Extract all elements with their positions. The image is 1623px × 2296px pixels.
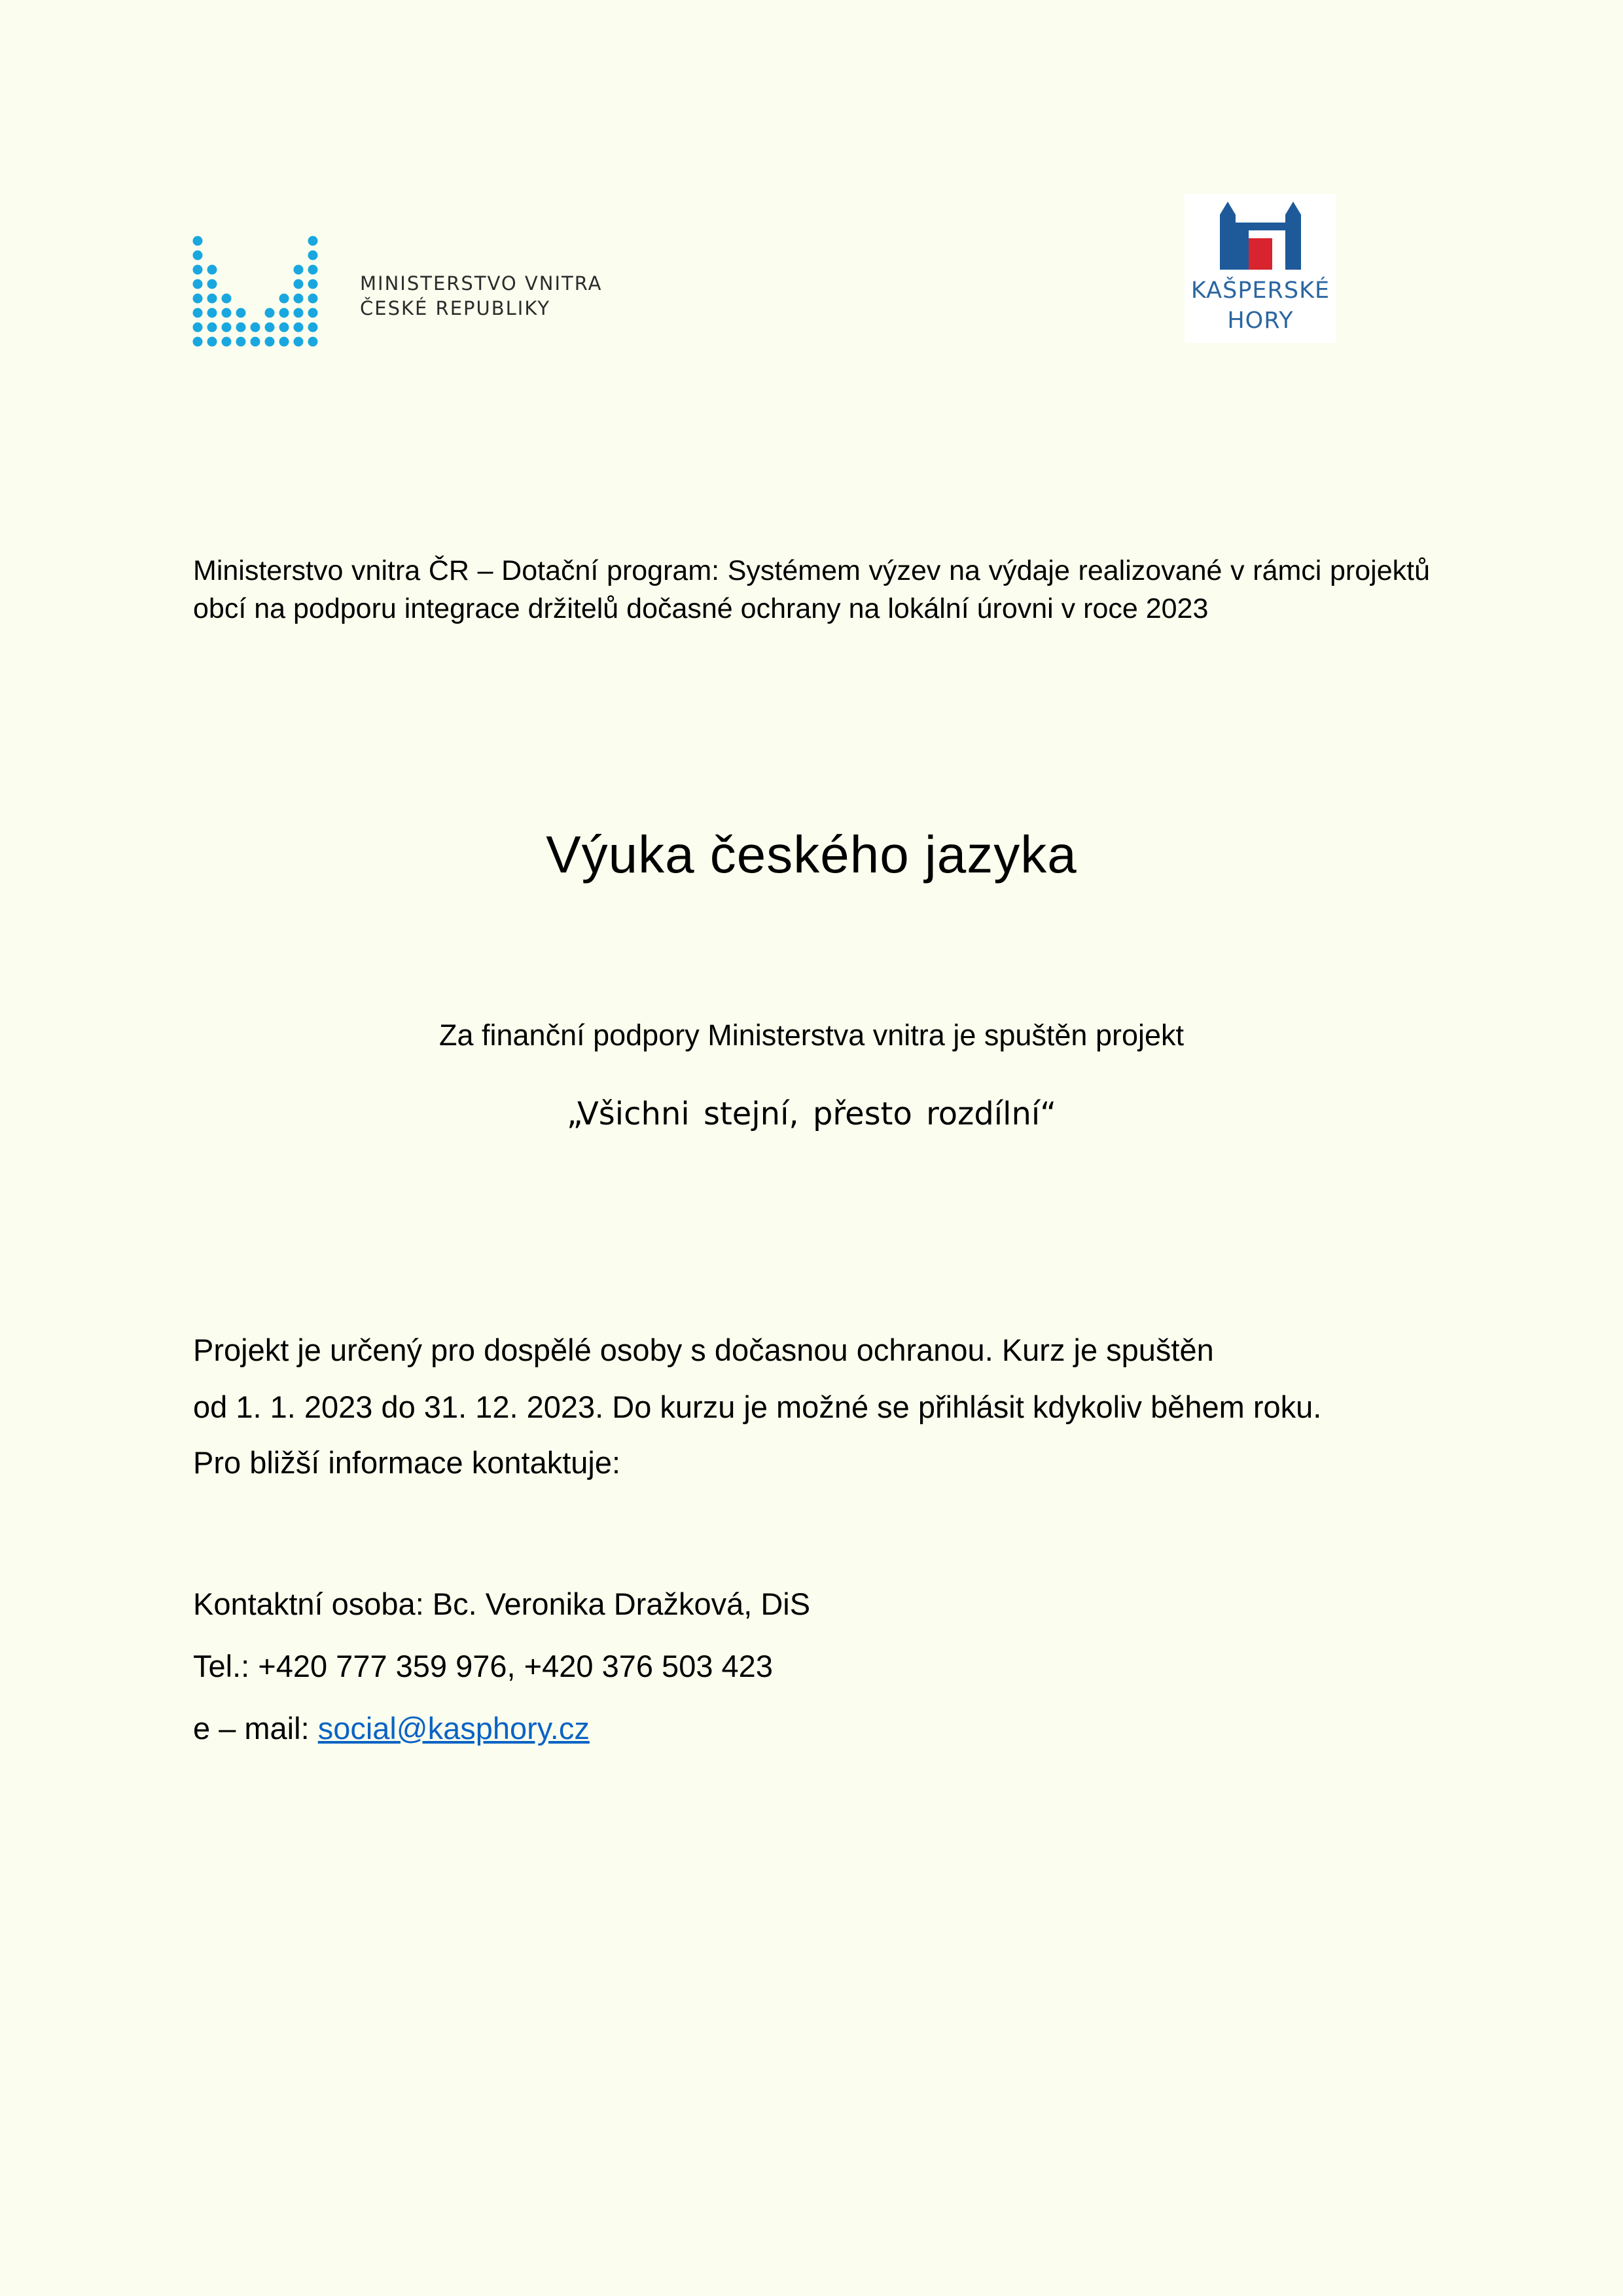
logo-dot <box>279 294 289 304</box>
logo-dot <box>193 236 203 246</box>
logo-dot <box>222 323 232 332</box>
logo-dot <box>251 323 260 332</box>
logo-dot <box>193 251 203 260</box>
logo-dot <box>193 337 203 347</box>
logo-dot <box>193 323 203 332</box>
logo-dot <box>251 337 260 347</box>
logo-dot <box>207 323 217 332</box>
logo-dot <box>308 337 318 347</box>
logo-dot <box>279 337 289 347</box>
email-link[interactable]: social@kasphory.cz <box>317 1711 590 1746</box>
logo-dot <box>207 294 217 304</box>
logo-dot <box>294 337 304 347</box>
logo-dot <box>207 308 217 318</box>
logo-dot <box>308 279 318 289</box>
logo-dot <box>236 308 246 318</box>
logo-dot <box>236 323 246 332</box>
logo-dot <box>279 323 289 332</box>
ministry-dots-m-logo-icon <box>191 232 342 348</box>
logo-dot <box>222 308 232 318</box>
logo-dot <box>294 279 304 289</box>
logo-dot <box>279 308 289 318</box>
logo-dot <box>294 308 304 318</box>
project-name: „Všichni stejní, přesto rozdílní“ <box>566 1096 1057 1132</box>
contact-phone: Tel.: +420 777 359 976, +420 376 503 423 <box>193 1649 773 1683</box>
logo-dot <box>294 323 304 332</box>
logo-dot <box>308 236 318 246</box>
logo-dot <box>222 337 232 347</box>
page-title: Výuka českého jazyka <box>546 825 1077 884</box>
ministry-logo <box>191 232 610 348</box>
kasperske-hory-logo <box>1185 194 1336 343</box>
contact-person: Kontaktní osoba: Bc. Veronika Dražková, DiS <box>193 1587 811 1621</box>
logo-dot <box>308 323 318 332</box>
logo-dot <box>207 279 217 289</box>
logo-dot <box>294 265 304 275</box>
logo-dot <box>193 279 203 289</box>
ministry-logo-line1: MINISTERSTVO VNITRA <box>360 272 603 295</box>
logo-dot <box>207 265 217 275</box>
logo-dot <box>193 308 203 318</box>
logo-dot <box>308 265 318 275</box>
programme-description: Ministerstvo vnitra ČR – Dotační program: Systémem výzev na výdaje realizované v rámci projektů obcí na podporu integrace držitelů dočasné ochrany na lokální úrovni v roce 2023 <box>193 555 1430 624</box>
town-logo-line2: HORY <box>1227 308 1294 334</box>
logo-dot <box>265 337 275 347</box>
body-text-line-2: od 1. 1. 2023 do 31. 12. 2023. Do kurzu je možné se přihlásit kdykoliv během roku. <box>193 1390 1322 1424</box>
castle-towers-logo-icon <box>1220 202 1301 272</box>
logo-dot <box>308 294 318 304</box>
body-text-line-3: Pro bližší informace kontaktuje: <box>193 1445 621 1480</box>
support-line: Za finanční podpory Ministerstva vnitra je spuštěn projekt <box>438 1018 1185 1052</box>
logo-dot <box>265 323 275 332</box>
logo-dot <box>222 294 232 304</box>
logo-dot <box>308 308 318 318</box>
ministry-logo-line2: ČESKÉ REPUBLIKY <box>360 297 551 319</box>
logo-dot <box>294 294 304 304</box>
logo-dot <box>193 265 203 275</box>
body-text-line-1: Projekt je určený pro dospělé osoby s dočasnou ochranou. Kurz je spuštěn <box>193 1333 1214 1367</box>
logo-dot <box>207 337 217 347</box>
town-logo-line1: KAŠPERSKÉ <box>1190 278 1330 304</box>
logo-dot <box>193 294 203 304</box>
contact-email-row <box>193 1710 590 1746</box>
email-label: e – mail: <box>193 1711 310 1746</box>
logo-dot <box>265 308 275 318</box>
logo-dot <box>308 251 318 260</box>
logo-dot <box>236 337 246 347</box>
